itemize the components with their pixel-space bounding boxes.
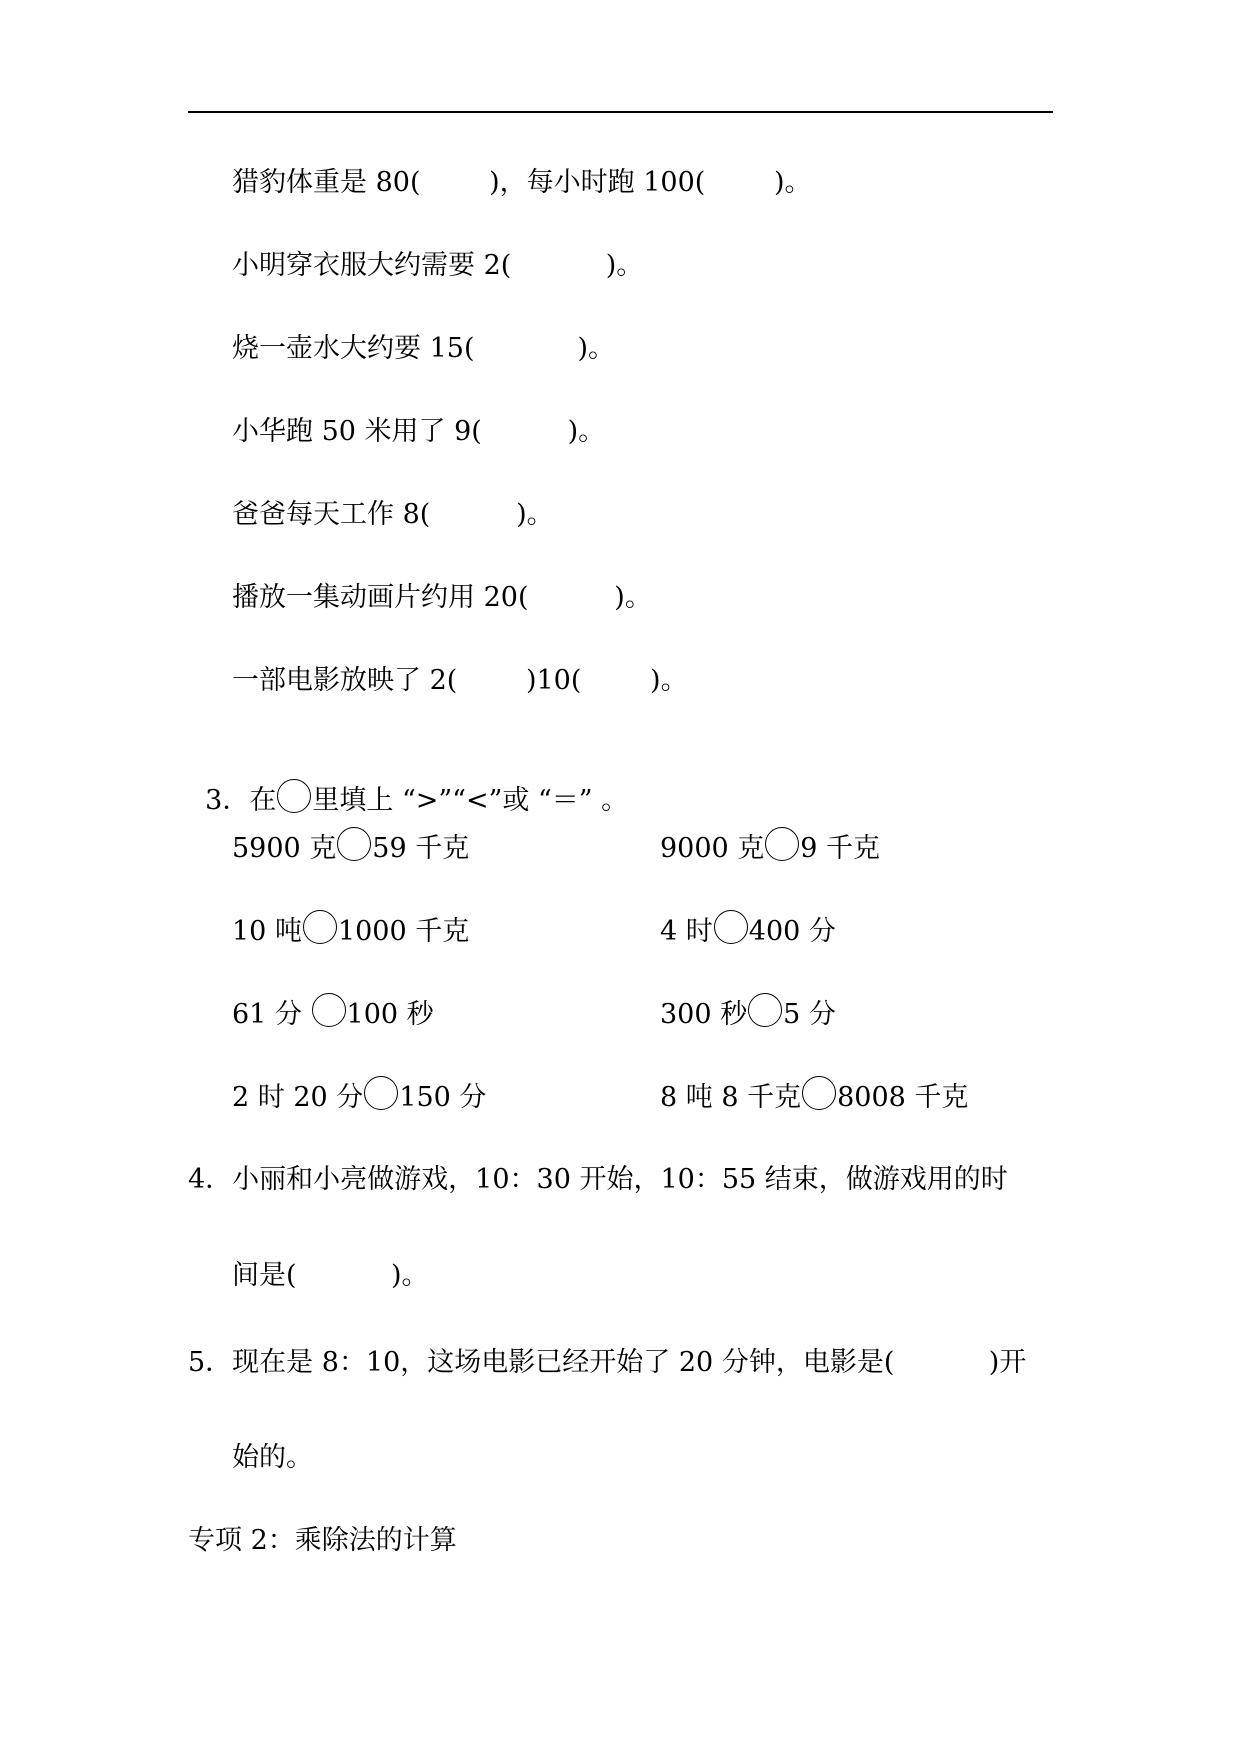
- compare-left: 4 时: [660, 916, 713, 947]
- fill-unit-line-2: 小明穿衣服大约需要 2( )。: [232, 250, 644, 281]
- compare-item: [232, 1076, 486, 1116]
- fill-unit-line-1: 猎豹体重是 80( )，每小时跑 100( )。: [232, 167, 812, 198]
- compare-left: 8 吨 8 千克: [660, 1082, 802, 1113]
- question-3-prompt: [188, 743, 628, 819]
- compare-left: 300 秒: [660, 999, 748, 1030]
- compare-item: [660, 827, 880, 867]
- compare-circle[interactable]: [748, 993, 782, 1027]
- compare-left: 10 吨: [232, 916, 302, 947]
- question-3-suffix: 里填上 “>”“<”或 “＝” 。: [312, 785, 629, 816]
- question-3-prefix: 3．在: [205, 785, 277, 816]
- compare-circle[interactable]: [802, 1076, 836, 1110]
- header-rule: [188, 111, 1053, 113]
- compare-left: 9000 克: [660, 833, 765, 864]
- compare-item: [232, 910, 469, 950]
- question-5-line-1: 5．现在是 8：10，这场电影已经开始了 20 分钟，电影是( )开: [188, 1347, 1027, 1378]
- compare-right: 150 分: [399, 1082, 487, 1113]
- question-5-line-2: 始的。: [232, 1442, 313, 1473]
- compare-circle[interactable]: [364, 1076, 398, 1110]
- compare-left: 5900 克: [232, 833, 337, 864]
- compare-item: [660, 910, 836, 950]
- compare-circle[interactable]: [765, 827, 799, 861]
- circle-icon: [277, 779, 311, 813]
- compare-right: 5 分: [783, 999, 836, 1030]
- fill-unit-line-5: 爸爸每天工作 8( )。: [232, 499, 554, 530]
- compare-right: 9 千克: [800, 833, 881, 864]
- compare-circle[interactable]: [312, 993, 346, 1027]
- fill-unit-line-7: 一部电影放映了 2( )10( )。: [232, 665, 688, 696]
- compare-right: 59 千克: [372, 833, 470, 864]
- compare-circle[interactable]: [303, 910, 337, 944]
- fill-unit-line-6: 播放一集动画片约用 20( )。: [232, 582, 652, 613]
- compare-item: [232, 827, 469, 867]
- compare-right: 8008 千克: [837, 1082, 969, 1113]
- compare-item: [660, 1076, 968, 1116]
- compare-right: 400 分: [748, 916, 836, 947]
- compare-left: 61 分: [232, 999, 311, 1030]
- section-title: 专项 2：乘除法的计算: [188, 1525, 457, 1556]
- question-4-line-2: 间是( )。: [232, 1260, 429, 1291]
- question-4-line-1: 4．小丽和小亮做游戏，10：30 开始，10：55 结束，做游戏用的时: [188, 1164, 1008, 1195]
- compare-item: [660, 993, 836, 1033]
- compare-item: [232, 993, 434, 1033]
- fill-unit-line-4: 小华跑 50 米用了 9( )。: [232, 416, 606, 447]
- compare-right: 100 秒: [346, 999, 434, 1030]
- compare-circle[interactable]: [337, 827, 371, 861]
- compare-left: 2 时 20 分: [232, 1082, 364, 1113]
- compare-right: 1000 千克: [337, 916, 470, 947]
- fill-unit-line-3: 烧一壶水大约要 15( )。: [232, 333, 615, 364]
- compare-circle[interactable]: [714, 910, 748, 944]
